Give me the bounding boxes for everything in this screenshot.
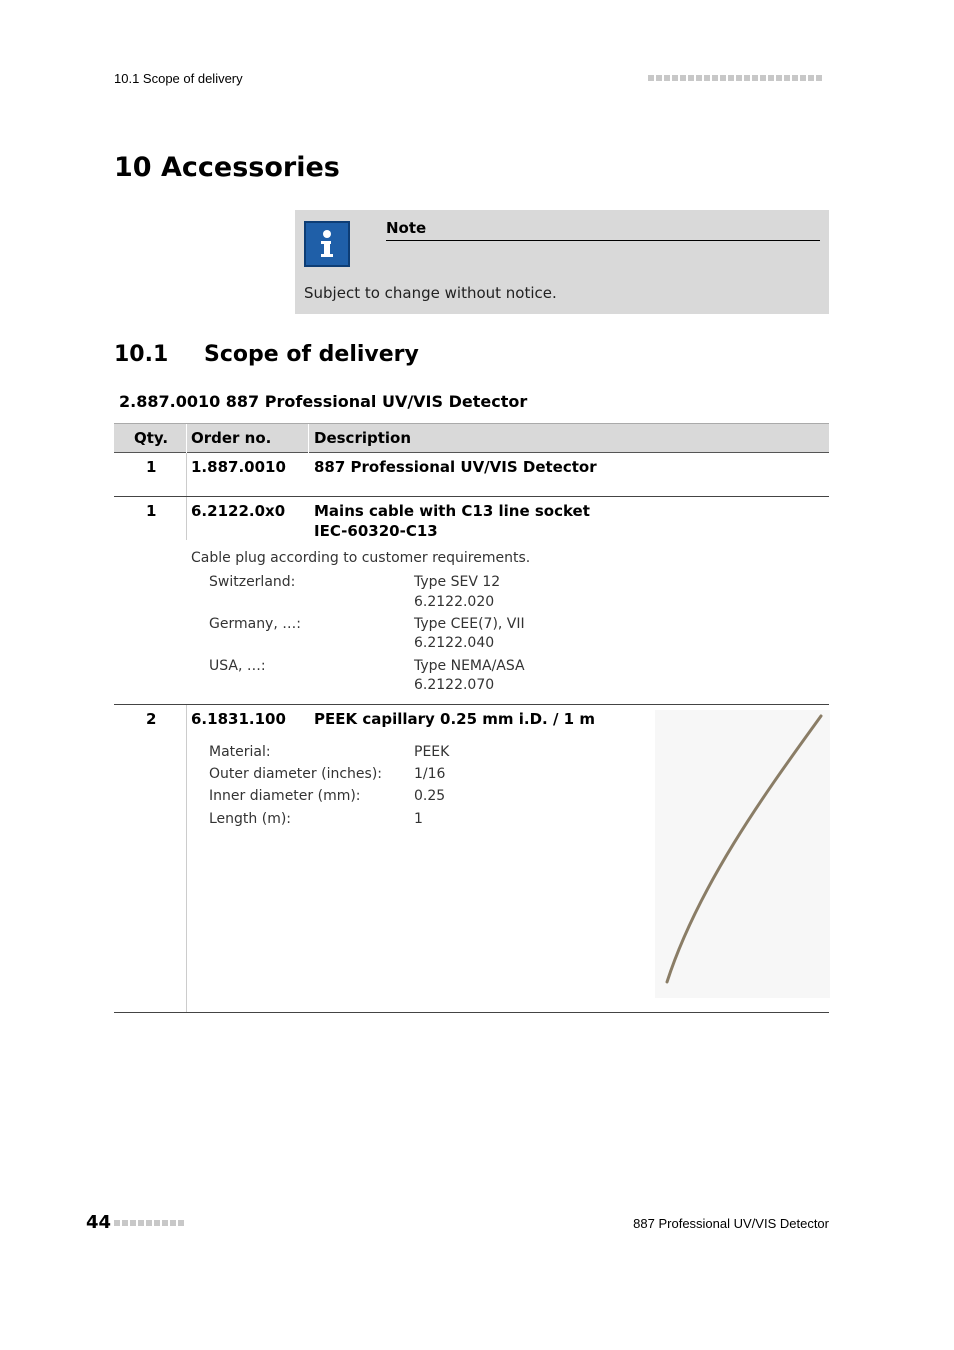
- note-text: Subject to change without notice.: [304, 284, 557, 302]
- row2-note: Cable plug according to customer requirements.: [191, 550, 531, 566]
- variant-country: Germany, …:: [209, 616, 301, 632]
- variant-type: Type NEMA/ASA: [414, 658, 525, 674]
- row-divider-vertical: [186, 497, 187, 540]
- running-header: 10.1 Scope of delivery: [114, 71, 243, 86]
- info-icon: [304, 221, 350, 267]
- row-separator: [114, 496, 829, 497]
- col-header-order: Order no.: [191, 429, 272, 447]
- spec-label: Inner diameter (mm):: [209, 788, 361, 804]
- col-header-qty: Qty.: [134, 429, 169, 447]
- table-header: [114, 423, 829, 453]
- spec-value: 1/16: [414, 766, 446, 782]
- variant-country: USA, …:: [209, 658, 266, 674]
- variant-order: 6.2122.070: [414, 677, 495, 693]
- footer-decoration: [114, 1220, 184, 1226]
- note-box: [295, 210, 829, 314]
- variant-type: Type CEE(7), VII: [414, 616, 525, 632]
- spec-value: 1: [414, 811, 423, 827]
- variant-country: Switzerland:: [209, 574, 296, 590]
- note-title: Note: [386, 219, 427, 237]
- row3-qty: 2: [146, 710, 157, 728]
- spec-value: PEEK: [414, 744, 450, 760]
- footer-product-name: 887 Professional UV/VIS Detector: [633, 1216, 829, 1231]
- variant-order: 6.2122.020: [414, 594, 495, 610]
- spec-label: Length (m):: [209, 811, 292, 827]
- row1-order: 1.887.0010: [191, 458, 286, 476]
- column-divider: [186, 424, 187, 453]
- product-heading: 2.887.0010 887 Professional UV/VIS Detector: [119, 392, 528, 411]
- row-separator: [114, 704, 829, 705]
- page-number: 44: [86, 1212, 112, 1233]
- variant-type: Type SEV 12: [414, 574, 501, 590]
- variant-order: 6.2122.040: [414, 635, 495, 651]
- capillary-image: [655, 710, 830, 998]
- row-divider-vertical: [186, 705, 187, 1012]
- spec-label: Outer diameter (inches):: [209, 766, 382, 782]
- row-divider-vertical: [186, 453, 187, 496]
- header-decoration: [648, 75, 822, 81]
- row3-desc: PEEK capillary 0.25 mm i.D. / 1 m: [314, 710, 595, 728]
- chapter-title: 10 Accessories: [114, 152, 340, 183]
- row3-order: 6.1831.100: [191, 710, 286, 728]
- row2-order: 6.2122.0x0: [191, 502, 286, 520]
- section-number: 10.1: [114, 342, 169, 367]
- section-heading: [114, 342, 419, 367]
- table-bottom-border: [114, 1012, 829, 1013]
- note-divider: [386, 240, 820, 241]
- spec-value: 0.25: [414, 788, 446, 804]
- row1-qty: 1: [146, 458, 157, 476]
- column-divider: [308, 424, 309, 453]
- section-title: Scope of delivery: [204, 342, 419, 367]
- row2-desc-line2: IEC-60320-C13: [314, 522, 438, 540]
- row2-desc-line1: Mains cable with C13 line socket: [314, 502, 590, 520]
- row2-qty: 1: [146, 502, 157, 520]
- row1-desc: 887 Professional UV/VIS Detector: [314, 458, 597, 476]
- spec-label: Material:: [209, 744, 271, 760]
- col-header-desc: Description: [314, 429, 412, 447]
